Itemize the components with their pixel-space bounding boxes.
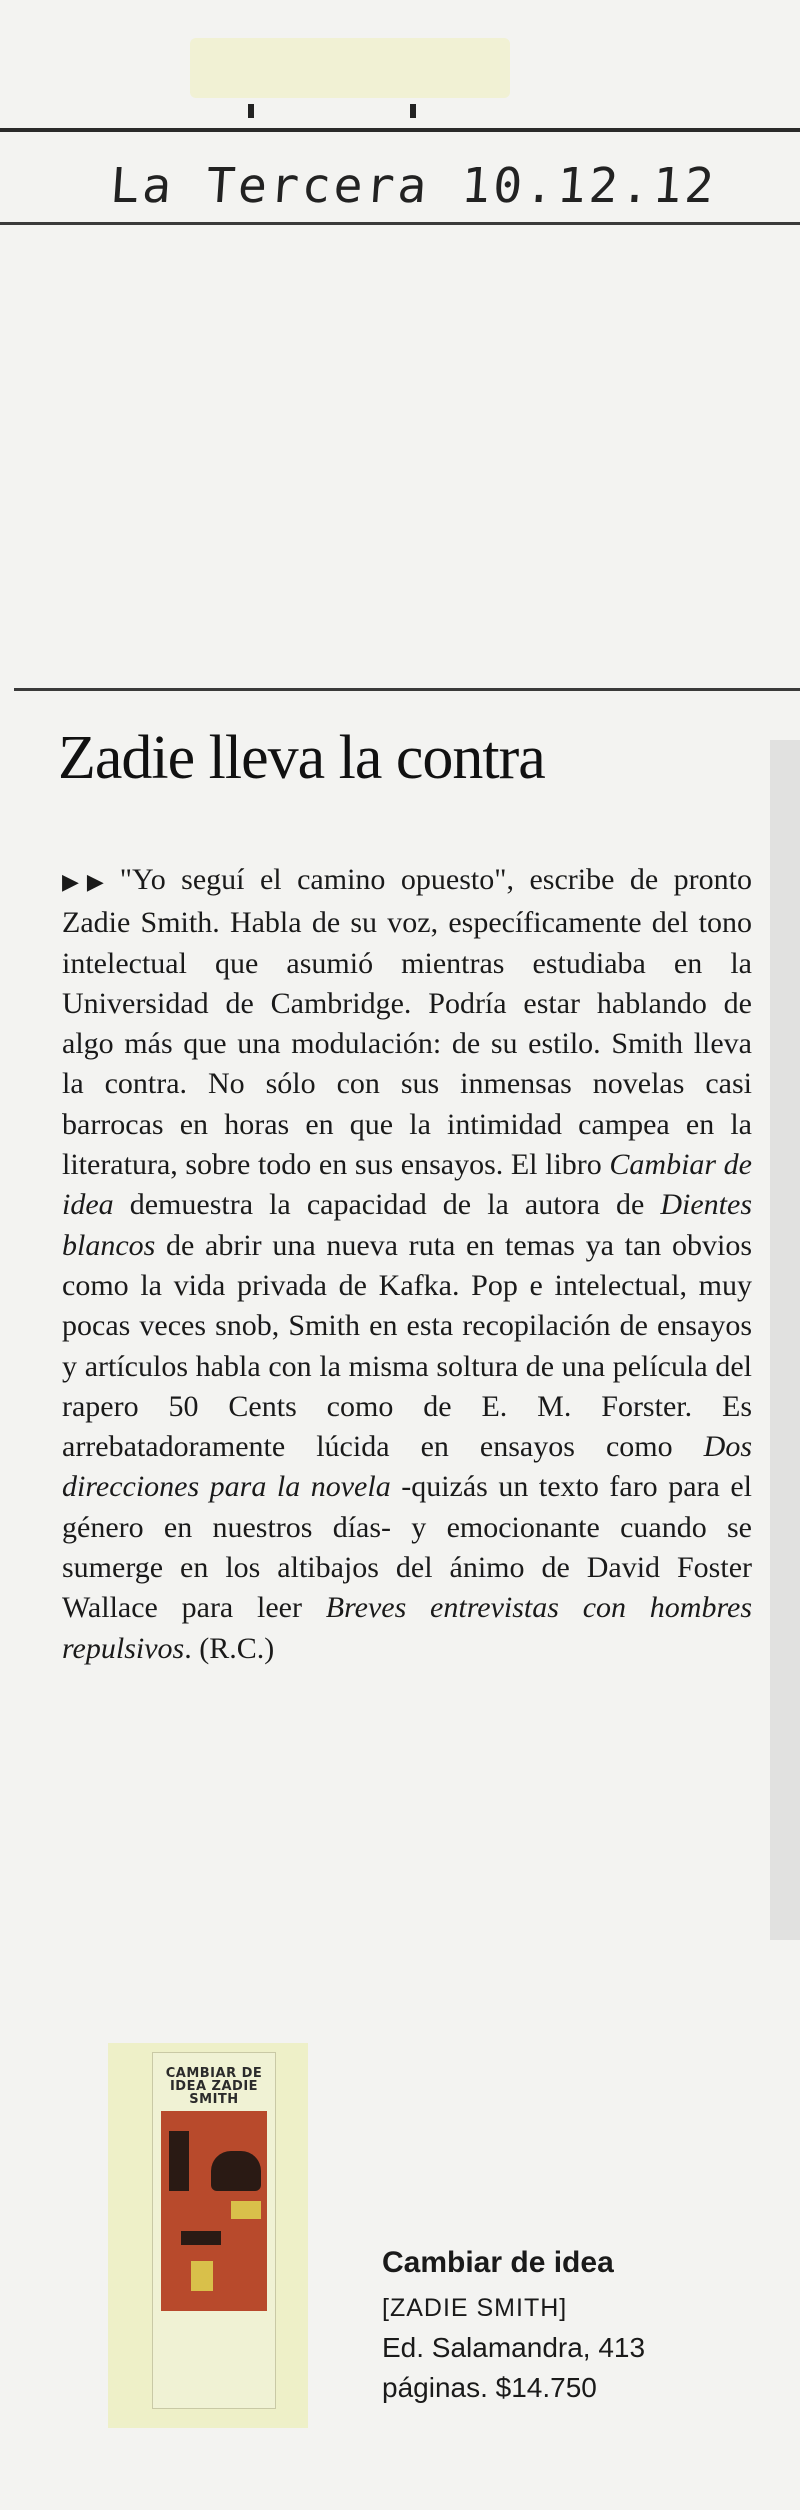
book-cover-title: CAMBIAR DE IDEA ZADIE SMITH xyxy=(165,2066,263,2107)
top-rule xyxy=(0,128,800,132)
book-title-mention: Cambiar de idea xyxy=(62,1148,752,1222)
mark-dot xyxy=(248,104,254,118)
book-author: [ZADIE SMITH] xyxy=(382,2294,568,2322)
book-title-mention: Breves entrevistas con hombres repulsivos xyxy=(62,1591,753,1665)
article-headline: Zadie lleva la contra xyxy=(58,724,545,792)
body-text: . (R.C.) xyxy=(184,1631,275,1665)
book-publisher: Ed. Salamandra, 413 xyxy=(382,2332,646,2363)
lead-arrows-icon: ▶▶ xyxy=(62,870,112,895)
book-title: Cambiar de idea xyxy=(382,2246,614,2279)
book-cover-publisher-mark xyxy=(157,2376,271,2390)
book-title-mention: Dientes blancos xyxy=(62,1188,752,1262)
divider-rule xyxy=(0,222,800,225)
article-top-rule xyxy=(14,688,800,691)
book-title-mention: Dos direcciones para la novela xyxy=(62,1430,752,1504)
article-body xyxy=(62,860,752,1669)
body-text: de abrir una nueva ruta en temas ya tan obvios como la vida privada de Kafka. Pop e intelectual, muy pocas veces snob, Smith en esta recopilación de ensayos y artículos habla con la misma soltura de una película del rapero 50 Cents como de E. M. Forster. Es arrebatadoramente lúcida en ensayos como xyxy=(62,1228,752,1464)
body-text: "Yo seguí el camino opuesto", escribe de pronto Zadie Smith. Habla de su voz, específicamente del tono intelectual que asumió mientras estudiaba en la Universidad de Cambridge. Podría estar hablando de algo más que una modulación: de su estilo. Smith lleva la contra. No sólo con sus inmensas novelas casi barrocas en horas en que la intimidad campea en la literatura, sobre todo en sus ensayos. El libro xyxy=(62,863,752,1182)
book-cover-art xyxy=(161,2111,267,2311)
handwritten-note: La Tercera 10.12.12 xyxy=(108,158,719,214)
body-text: -quizás un texto faro para el género en nuestros días- y emocionante cuando se sumerge en los altibajos del ánimo de David Foster Wallace para leer xyxy=(62,1470,752,1625)
book-price: páginas. $14.750 xyxy=(382,2372,597,2403)
book-cover-image xyxy=(152,2052,276,2409)
paper-smudge xyxy=(190,38,510,98)
body-text: demuestra la capacidad de la autora de xyxy=(113,1188,661,1222)
mark-dot xyxy=(410,104,416,118)
adjacent-column-bleed xyxy=(770,740,800,1940)
book-info xyxy=(382,2238,782,2408)
